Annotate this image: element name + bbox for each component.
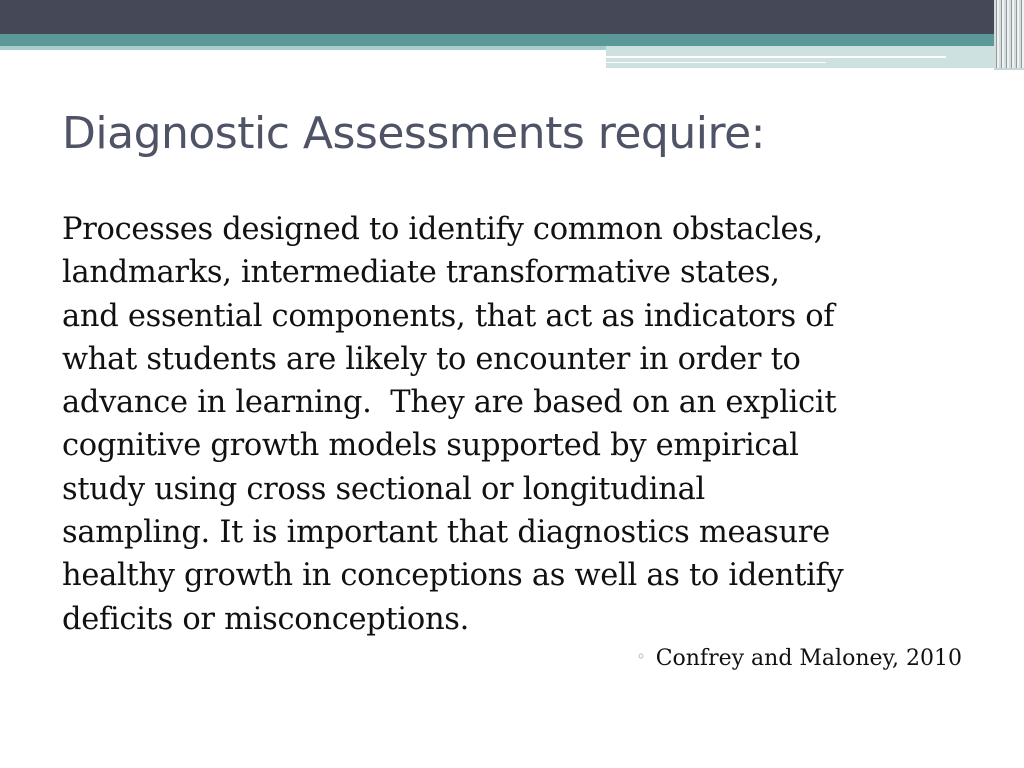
bullet-circle-icon: ◦ xyxy=(636,647,646,666)
body-line: sampling. It is important that diagnostics measure xyxy=(62,515,830,551)
body-line: Processes designed to identify common obstacles, xyxy=(62,212,824,247)
header-bar-divider-line xyxy=(606,56,946,58)
citation-text: Confrey and Maloney, 2010 xyxy=(655,646,962,671)
body-line: deficits or misconceptions. xyxy=(62,601,470,637)
header-stripes-base xyxy=(994,68,1024,70)
body-line: healthy growth in conceptions as well as to identify xyxy=(62,558,844,594)
body-line: landmarks, intermediate transformative states, xyxy=(62,255,780,291)
citation xyxy=(636,646,962,671)
header-bar-divider-line xyxy=(606,62,826,63)
body-line: what students are likely to encounter in order to xyxy=(62,341,801,377)
slide-title: Diagnostic Assessments require: xyxy=(62,108,765,159)
header-bar-dark xyxy=(0,0,1024,34)
body-line: study using cross sectional or longitudinal xyxy=(62,471,705,507)
body-line: cognitive growth models supported by empirical xyxy=(62,428,799,464)
header-stripes-decoration xyxy=(994,0,1024,68)
body-line: advance in learning. They are based on an explicit xyxy=(62,385,837,421)
slide-body-text xyxy=(62,208,972,641)
header-bar-teal xyxy=(0,34,1024,46)
body-line: and essential components, that act as indicators of xyxy=(62,298,835,334)
